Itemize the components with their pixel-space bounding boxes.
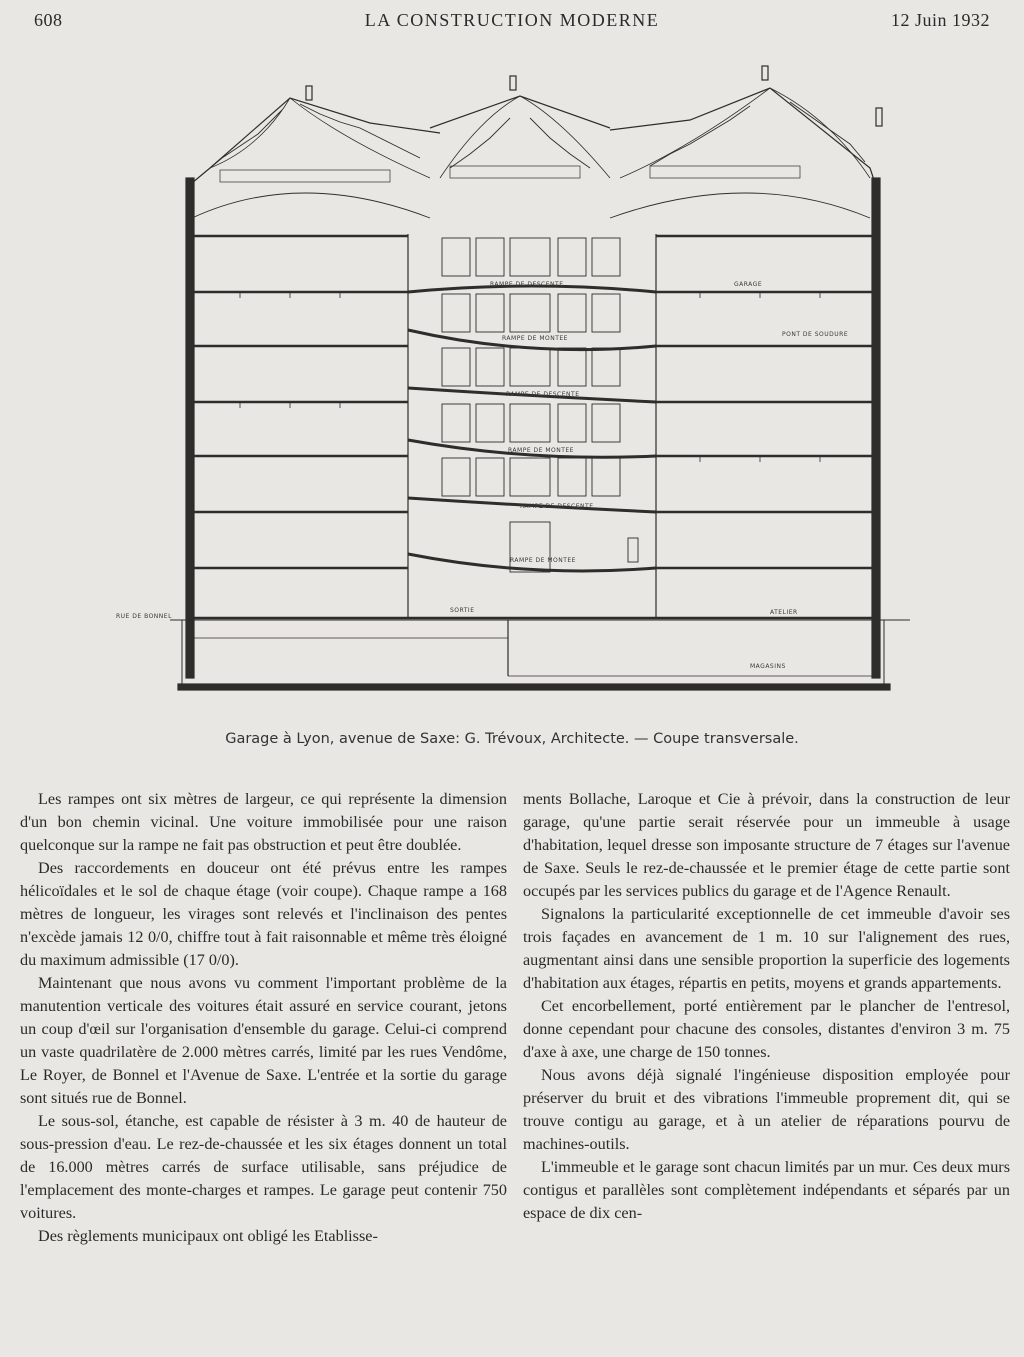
- ramp-label-3: RAMPE DE DESCENTE: [506, 391, 580, 398]
- ramp-label-1: RAMPE DE DESCENTE: [490, 281, 564, 288]
- street-label: RUE DE BONNEL: [116, 613, 172, 620]
- cross-section-drawing: [110, 58, 910, 698]
- exit-label: SORTIE: [450, 607, 475, 614]
- helical-ramps: [408, 286, 656, 571]
- ramp-label-4: RAMPE DE MONTEE: [508, 447, 574, 454]
- left-paragraph-4: Le sous-sol, étanche, est capable de résister à 3 m. 40 de hauteur de sous-pression d'eau. Le rez-de-chaussée et les six étages donnent un total de 16.000 mètres carrés de surface utilisable, sans préjudice de l'emplacement des monte-charges et rampes. Le garage peut contenir 750 voitures.: [20, 1112, 507, 1222]
- outer-wall-right: [872, 178, 880, 678]
- right-paragraph-2: Signalons la particularité exceptionnelle de cet immeuble d'avoir ses trois façades en avancement de 1 m. 10 sur l'alignement des rues, augmentant ainsi dans une sensible proportion la superficie des logements d'habitation aux étages, répartis en petits, moyens et grands appartements.: [523, 905, 1010, 992]
- figure-caption: Garage à Lyon, avenue de Saxe: G. Trévoux, Architecte. — Coupe transversale.: [225, 731, 799, 747]
- workshop-label: ATELIER: [770, 609, 798, 616]
- outer-wall-left: [186, 178, 194, 678]
- left-paragraph-1: Les rampes ont six mètres de largeur, ce qui représente la dimension d'un bon chemin vicinal. Une voiture immobilisée pour une raison quelconque sur la rampe ne fait pas obstruction et peut être doublée.: [20, 790, 507, 854]
- ramp-label-6: RAMPE DE MONTEE: [510, 557, 576, 564]
- page-number: 608: [34, 10, 63, 30]
- left-paragraph-2: Des raccordements en douceur ont été prévus entre les rampes hélicoïdales et le sol de chaque étage (voir coupe). Chaque rampe a 168 mètres de longueur, les virages sont relevés et l'inclinaison des pentes n'excède jamais 12 0/0, chiffre tout à fait raisonnable et même très éloigné du maximum admissible (17 0/0).: [20, 859, 507, 969]
- right-paragraph-5: L'immeuble et le garage sont chacun limités par un mur. Ces deux murs contigus et parallèles sont complètement indépendants et séparés par un espace de dix cen-: [523, 1158, 1010, 1222]
- left-paragraph-5: Des règlements municipaux ont obligé les Etablisse-: [38, 1227, 378, 1245]
- section-svg: [110, 58, 910, 698]
- running-header: [34, 8, 990, 34]
- journal-title: LA CONSTRUCTION MODERNE: [364, 10, 660, 30]
- right-paragraph-4: Nous avons déjà signalé l'ingénieuse disposition employée pour préserver du bruit et des vibrations l'immeuble proprement dit, qui se trouve contigu au garage, et à un atelier de réparations pourvu de machines-outils.: [523, 1066, 1010, 1153]
- right-paragraph-3: Cet encorbellement, porté entièrement par le plancher de l'entresol, donne cependant pour chacune des consoles, distantes d'environ 3 m. 75 d'axe à axe, une charge de 150 tonnes.: [523, 997, 1010, 1061]
- basement: [182, 620, 884, 690]
- ramp-label-2: RAMPE DE MONTEE: [502, 335, 568, 342]
- left-paragraph-3: Maintenant que nous avons vu comment l'important problème de la manutention verticale des voitures était assuré en service courant, jetons un coup d'œil sur l'organisation d'ensemble du garage. Celui-ci comprend un vaste quadrilatère de 2.000 mètres carrés, limité par les rues Vendôme, Le Royer, de Bonnel et l'Avenue de Saxe. L'entrée et la sortie du garage sont situés rue de Bonnel.: [20, 974, 507, 1107]
- ramp-label-5: RAMPE DE DESCENTE: [520, 503, 594, 510]
- right-paragraph-1: ments Bollache, Laroque et Cie à prévoir, dans la construction de leur garage, qu'une partie serait réservée pour un immeuble à usage d'habitation, lequel dresse son imposante structure de 7 étages sur l'avenue de Saxe. Seuls le rez-de-chaussée et le premier étage de cette partie sont occupés par les services publics du garage et de l'Agence Renault.: [523, 790, 1010, 900]
- right-text-column: [523, 788, 1010, 1225]
- bridge-label: PONT DE SOUDURE: [782, 331, 849, 338]
- left-text-column: [20, 788, 507, 1248]
- issue-date: 12 Juin 1932: [890, 10, 990, 30]
- store-label: MAGASINS: [750, 663, 786, 670]
- garage-label: GARAGE: [734, 281, 763, 288]
- roof-truss-center: [430, 96, 610, 128]
